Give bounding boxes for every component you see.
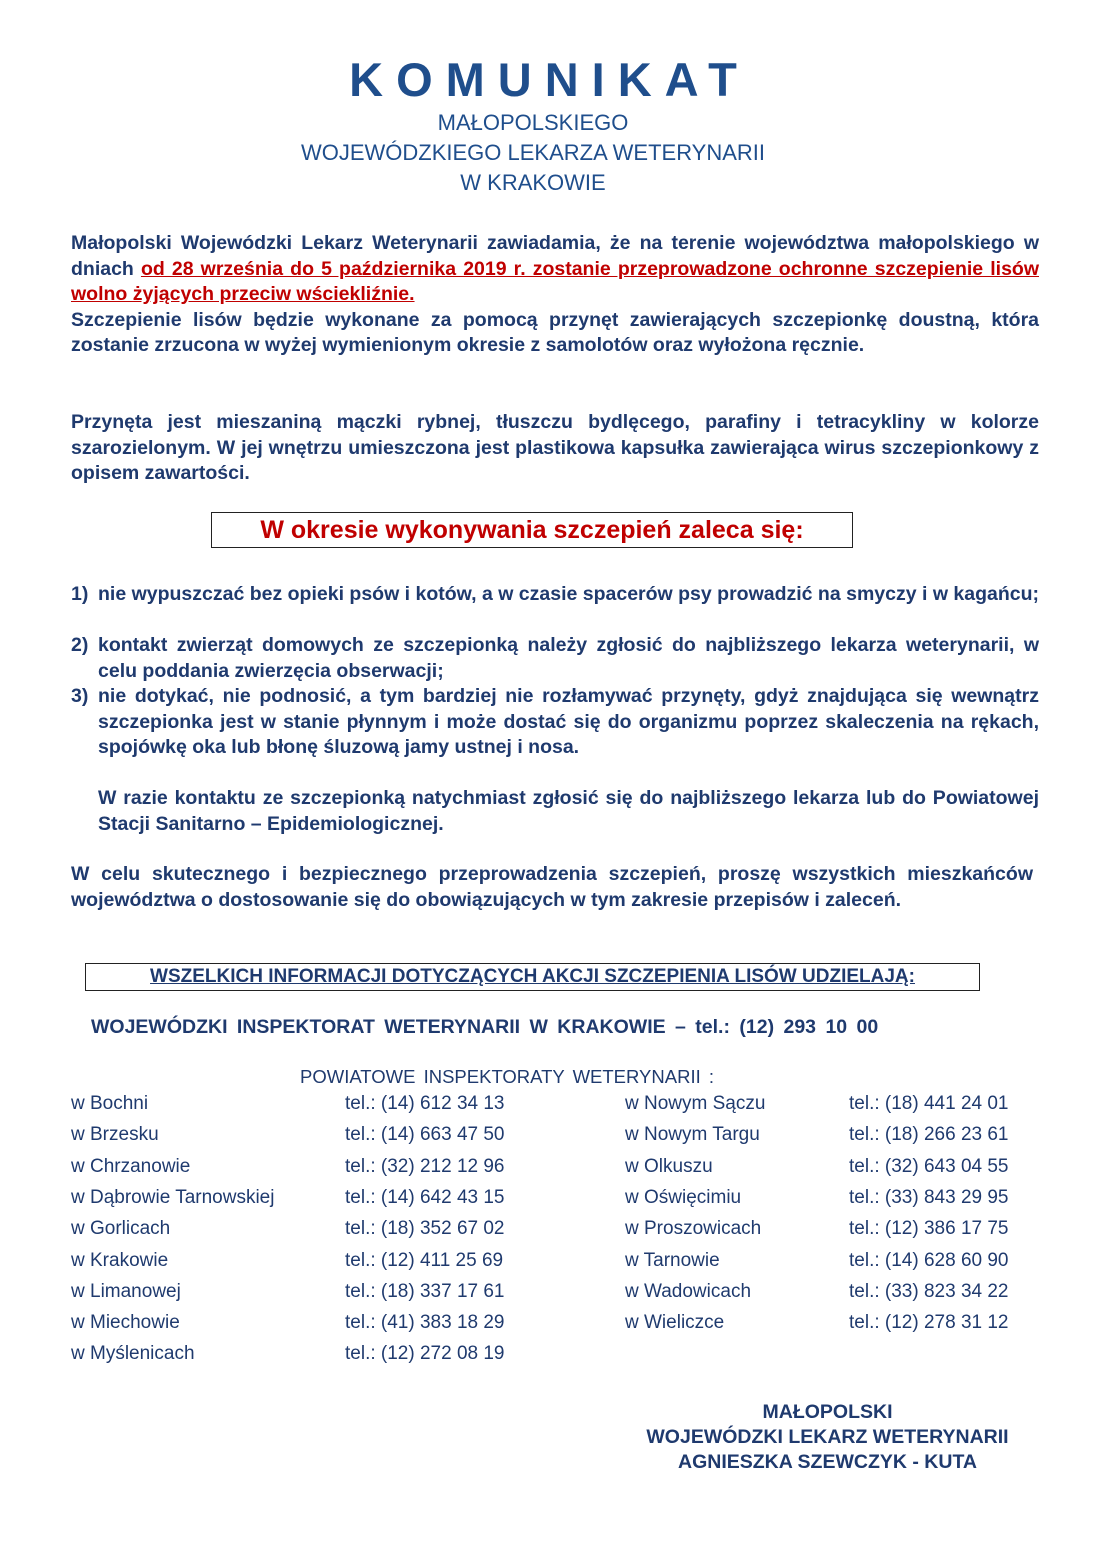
bait-description: Przynęta jest mieszaniną mączki rybnej, tłuszczu bydlęcego, parafiny i tetracykliny w kolorze szarozielonym. W jej wnętrzu umieszczona jest plastikowa kapsułka zawierająca wirus szczepionkowy z opisem zawartości.	[71, 411, 1039, 484]
recommendation-item-1	[71, 582, 1039, 608]
district-name: w Nowym Targu	[625, 1124, 760, 1146]
district-name: w Miechowie	[71, 1312, 180, 1334]
district-name: w Chrzanowie	[71, 1155, 191, 1177]
list-number: 1)	[71, 583, 89, 605]
district-phone: tel.: (41) 383 18 29	[345, 1312, 505, 1334]
signature-line-2: WOJEWÓDZKI LEKARZ WETERYNARII	[646, 1426, 1009, 1448]
list-text: nie dotykać, nie podnosić, a tym bardziej nie rozłamywać przynęty, gdyż znajdująca się wewnątrz szczepionka jest w stanie płynnym i może dostać się do organizmu poprzez skaleczenia na rękach, spojówkę oka lub błonę śluzową jamy ustnej i nosa.	[98, 685, 1039, 758]
district-phone: tel.: (18) 441 24 01	[849, 1093, 1009, 1114]
district-name: w Proszowicach	[625, 1218, 762, 1240]
district-name: w Nowym Sączu	[625, 1093, 766, 1114]
district-phone: tel.: (32) 212 12 96	[345, 1155, 505, 1177]
signature-line-3: AGNIESZKA SZEWCZYK - KUTA	[678, 1451, 977, 1473]
voivodeship-inspectorate: WOJEWÓDZKI INSPEKTORAT WETERYNARII W KRAKOWIE – tel.: (12) 293 10 00	[91, 1016, 879, 1038]
district-inspectorates-title: POWIATOWE INSPEKTORATY WETERYNARII :	[300, 1066, 715, 1087]
list-text: nie wypuszczać bez opieki psów i kotów, a w czasie spacerów psy prowadzić na smyczy i w kagańcu;	[98, 583, 1040, 605]
intro-text-start: Małopolski Wojewódzki Lekarz Weterynarii zawiadamia, że na terenie województwa małopolskiego w dniach	[71, 232, 1039, 280]
contact-note	[71, 786, 1039, 837]
information-heading: WSZELKICH INFORMACJI DOTYCZĄCYCH AKCJI SZCZEPIENIA LISÓW UDZIELAJĄ:	[85, 963, 980, 991]
district-name: w Limanowej	[71, 1280, 181, 1302]
subtitle-line-1: MAŁOPOLSKIEGO	[437, 110, 629, 135]
recommendation-item-2	[71, 633, 1039, 684]
district-phone: tel.: (12) 386 17 75	[849, 1218, 1009, 1240]
district-phone: tel.: (32) 643 04 55	[849, 1155, 1009, 1177]
district-name: w Wieliczce	[625, 1312, 725, 1334]
subtitle-line-3: W KRAKOWIE	[460, 170, 606, 195]
district-name: w Oświęcimiu	[625, 1186, 742, 1208]
list-text: kontakt zwierząt domowych ze szczepionką należy zgłosić do najbliższego lekarza weterynarii, w celu poddania zwierzęcia obserwacji;	[98, 634, 1039, 682]
vaccination-dates-highlight: od 28 września do 5 października 2019 r. zostanie przeprowadzone ochronne szczepienie lisów wolno żyjących przeciw wściekliźnie.	[71, 257, 1039, 305]
intro-text-end: Szczepienie lisów będzie wykonane za pomocą przynęt zawierających szczepionkę doustną, która zostanie zrzucona w wyżej wymienionym okresie z samolotów oraz wyłożona ręcznie.	[71, 308, 1039, 356]
closing-paragraph: W celu skutecznego i bezpiecznego przeprowadzenia szczepień, proszę wszystkich mieszkańców województwa o dostosowanie się do obowiązujących w tym zakresie przepisów i zaleceń.	[71, 863, 1033, 911]
district-name: w Olkuszu	[625, 1155, 713, 1177]
district-name: w Brzesku	[71, 1124, 159, 1146]
intro-paragraph	[71, 231, 1039, 359]
district-phone: tel.: (18) 352 67 02	[345, 1218, 505, 1240]
document-title: KOMUNIKAT	[349, 53, 750, 106]
recommendations-heading: W okresie wykonywania szczepień zaleca się:	[211, 512, 853, 548]
district-phone: tel.: (12) 272 08 19	[345, 1343, 505, 1365]
district-name: w Bochni	[71, 1093, 149, 1114]
district-name: w Tarnowie	[625, 1249, 720, 1271]
signature-line-1: MAŁOPOLSKI	[762, 1401, 893, 1423]
district-phone: tel.: (14) 642 43 15	[345, 1186, 505, 1208]
recommendation-item-3	[71, 684, 1039, 761]
contact-note-text: W razie kontaktu ze szczepionką natychmiast zgłosić się do najbliższego lekarza lub do Powiatowej Stacji Sanitarno – Epidemiologicznej.	[98, 787, 1039, 835]
district-phone: tel.: (14) 663 47 50	[345, 1124, 505, 1146]
district-name: w Gorlicach	[71, 1218, 171, 1240]
district-phone: tel.: (33) 823 34 22	[849, 1280, 1009, 1302]
list-number: 3)	[71, 685, 89, 707]
district-phone: tel.: (12) 278 31 12	[849, 1312, 1009, 1334]
district-phone: tel.: (14) 628 60 90	[849, 1249, 1009, 1271]
district-phone: tel.: (18) 337 17 61	[345, 1280, 505, 1302]
district-name: w Myślenicach	[71, 1343, 195, 1365]
district-phone: tel.: (33) 843 29 95	[849, 1186, 1009, 1208]
district-name: w Wadowicach	[625, 1280, 752, 1302]
district-phone: tel.: (14) 612 34 13	[345, 1093, 505, 1114]
subtitle-line-2: WOJEWÓDZKIEGO LEKARZA WETERYNARII	[300, 140, 766, 165]
district-name: w Krakowie	[71, 1249, 169, 1271]
district-phone: tel.: (18) 266 23 61	[849, 1124, 1009, 1146]
list-number: 2)	[71, 634, 89, 656]
district-name: w Dąbrowie Tarnowskiej	[71, 1186, 275, 1208]
district-phone: tel.: (12) 411 25 69	[345, 1249, 504, 1271]
